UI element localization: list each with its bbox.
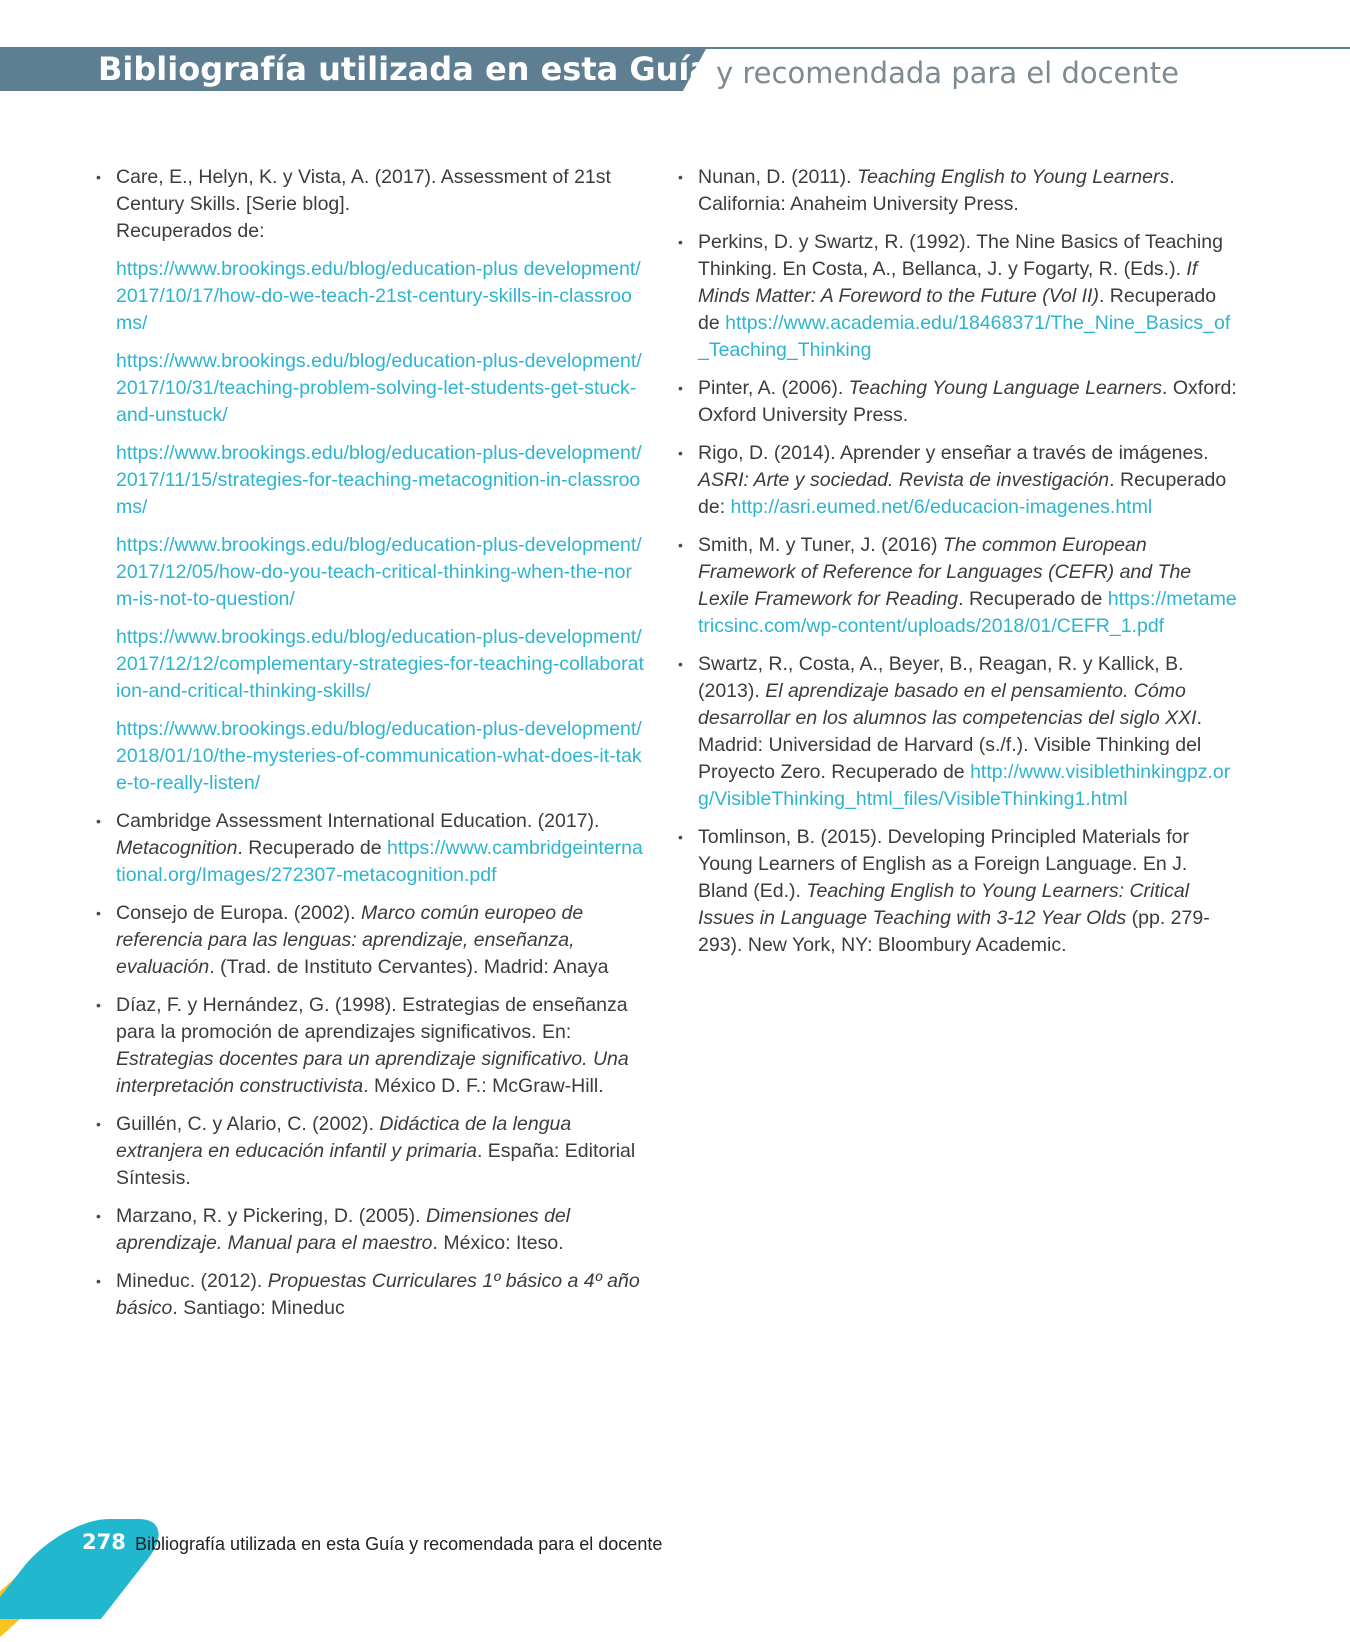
bibliography-entry: [678, 375, 1238, 429]
reference-text: Díaz, F. y Hernández, G. (1998). Estrategias de enseñanza para la promoción de aprendizajes significativos. En:: [116, 994, 628, 1043]
reference-title: The common European Framework of Reference for Languages (CEFR) and The Lexile Framework for Reading: [698, 534, 1192, 610]
reference-url-item: [116, 716, 644, 797]
reference-title: Marco común europeo de referencia para las lenguas: aprendizaje, enseñanza, evaluación: [116, 902, 584, 978]
reference-title: El aprendizaje basado en el pensamiento. Cómo desarrollar en los alumnos las competencias del siglo XXI: [698, 680, 1197, 729]
reference-title: Didáctica de la lengua extranjera en educación infantil y primaria: [116, 1113, 572, 1162]
reference-text: Cambridge Assessment International Education. (2017).: [116, 810, 600, 832]
bibliography-entry: [678, 164, 1238, 218]
reference-link[interactable]: https://www.brookings.edu/blog/education-plus-development/2017/12/05/how-do-you-teach-critical-thinking-when-the-norm-is-not-to-question/: [116, 534, 642, 610]
header-rule: [700, 47, 1350, 49]
bibliography-entry: [96, 992, 644, 1100]
reference-text: (pp. 279-293). New York, NY: Bloombury Academic.: [698, 907, 1210, 956]
reference-text: Pinter, A. (2006).: [698, 377, 849, 399]
reference-text: Perkins, D. y Swartz, R. (1992). The Nine Basics of Teaching Thinking. En Costa, A., Bellanca, J. y Fogarty, R. (Eds.).: [698, 231, 1223, 280]
reference-text: Care, E., Helyn, K. y Vista, A. (2017). Assessment of 21st Century Skills. [Serie blog].: [116, 166, 611, 215]
reference-text: . (Trad. de Instituto Cervantes). Madrid: Anaya: [209, 956, 609, 978]
bibliography-right-column: [678, 164, 1238, 970]
reference-link[interactable]: https://www.brookings.edu/blog/education-plus-development/2017/10/31/teaching-problem-solving-let-students-get-stuck-and-unstuck/: [116, 350, 642, 426]
reference-text: Guillén, C. y Alario, C. (2002).: [116, 1113, 380, 1135]
reference-link[interactable]: https://www.academia.edu/18468371/The_Nine_Basics_of_Teaching_Thinking: [698, 312, 1231, 361]
bibliography-entry: [96, 1268, 644, 1322]
reference-text: Nunan, D. (2011).: [698, 166, 857, 188]
bibliography-entry: [96, 164, 644, 797]
reference-title: Teaching Young Language Learners: [848, 377, 1163, 399]
reference-text: Marzano, R. y Pickering, D. (2005).: [116, 1205, 426, 1227]
reference-text: Consejo de Europa. (2002).: [116, 902, 361, 924]
reference-title: Metacognition: [116, 837, 238, 859]
footer-running-title: Bibliografía utilizada en esta Guía y recomendada para el docente: [135, 1534, 663, 1554]
bibliography-entry: [96, 1203, 644, 1257]
reference-text: Swartz, R., Costa, A., Beyer, B., Reagan, R. y Kallick, B. (2013).: [698, 653, 1184, 702]
reference-text: . Recuperado de: [958, 588, 1108, 610]
reference-text: . Madrid: Universidad de Harvard (s./f.). Visible Thinking del Proyecto Zero. Recuperado de: [698, 707, 1203, 783]
bibliography-left-column: [96, 164, 644, 1333]
reference-link[interactable]: https://www.brookings.edu/blog/education-plus-development/2017/11/15/strategies-for-teaching-metacognition-in-classrooms/: [116, 442, 642, 518]
bibliography-entry: [678, 651, 1238, 813]
reference-text: . México D. F.: McGraw-Hill.: [363, 1075, 604, 1097]
bibliography-entry: [678, 229, 1238, 364]
reference-title: Dimensiones del aprendizaje. Manual para el maestro: [116, 1205, 571, 1254]
reference-url-item: [116, 256, 644, 337]
bibliography-entry: [678, 532, 1238, 640]
reference-link[interactable]: https://www.brookings.edu/blog/education-plus-development/2017/12/12/complementary-strategies-for-teaching-collaboration-and-critical-thinking-skills/: [116, 626, 644, 702]
bibliography-entry: [678, 824, 1238, 959]
reference-text: Mineduc. (2012).: [116, 1270, 268, 1292]
reference-text: . España: Editorial Síntesis.: [116, 1140, 636, 1189]
reference-text: . Recuperado de: [237, 837, 388, 859]
page-subtitle: y recomendada para el docente: [716, 56, 1179, 90]
reference-link[interactable]: https://www.brookings.edu/blog/education-plus development/2017/10/17/how-do-we-teach-21st-century-skills-in-classrooms/: [116, 258, 641, 334]
reference-text: . California: Anaheim University Press.: [698, 166, 1175, 215]
reference-text: . Recuperado de:: [698, 469, 1227, 518]
reference-text: . Recuperado de: [698, 285, 1217, 334]
page-title: Bibliografía utilizada en esta Guía: [98, 50, 711, 88]
reference-text: Smith, M. y Tuner, J. (2016): [698, 534, 943, 556]
reference-title: Estrategias docentes para un aprendizaje significativo. Una interpretación constructivista: [116, 1048, 629, 1097]
reference-link[interactable]: http://asri.eumed.net/6/educacion-imagenes.html: [730, 496, 1153, 518]
reference-url-item: [116, 624, 644, 705]
page-header: [0, 47, 1350, 93]
reference-text: Tomlinson, B. (2015). Developing Principled Materials for Young Learners of English as a Foreign Language. En J. Bland (Ed.).: [698, 826, 1189, 902]
bibliography-entry: [96, 900, 644, 981]
reference-link[interactable]: https://www.brookings.edu/blog/education-plus-development/2018/01/10/the-mysteries-of-communication-what-does-it-take-to-really-listen/: [116, 718, 642, 794]
reference-url-item: [116, 532, 644, 613]
reference-note: Recuperados de:: [116, 220, 265, 242]
page-number: 278: [82, 1530, 126, 1554]
reference-text: . Oxford: Oxford University Press.: [698, 377, 1237, 426]
reference-link[interactable]: https://metametricsinc.com/wp-content/uploads/2018/01/CEFR_1.pdf: [698, 588, 1237, 637]
bibliography-entry: [96, 808, 644, 889]
reference-url-item: [116, 440, 644, 521]
reference-link[interactable]: https://www.cambridgeinternational.org/Images/272307-metacognition.pdf: [116, 837, 643, 886]
page-footer: [0, 1525, 1350, 1600]
reference-text: . México: Iteso.: [432, 1232, 564, 1254]
reference-title: Teaching English to Young Learners: Critical Issues in Language Teaching with 3-12 Year Olds: [698, 880, 1190, 929]
reference-title: ASRI: Arte y sociedad. Revista de investigación: [698, 469, 1110, 491]
reference-text: . Santiago: Mineduc: [172, 1297, 345, 1319]
reference-title: If Minds Matter: A Foreword to the Future (Vol II): [698, 258, 1198, 307]
reference-text: Rigo, D. (2014). Aprender y enseñar a través de imágenes.: [698, 442, 1209, 464]
reference-title: Teaching English to Young Learners: [856, 166, 1170, 188]
reference-link[interactable]: http://www.visiblethinkingpz.org/VisibleThinking_html_files/VisibleThinking1.html: [698, 761, 1231, 810]
bibliography-entry: [96, 1111, 644, 1192]
reference-title: Propuestas Curriculares 1º básico a 4º año básico: [116, 1270, 640, 1319]
reference-url-item: [116, 348, 644, 429]
bibliography-entry: [678, 440, 1238, 521]
